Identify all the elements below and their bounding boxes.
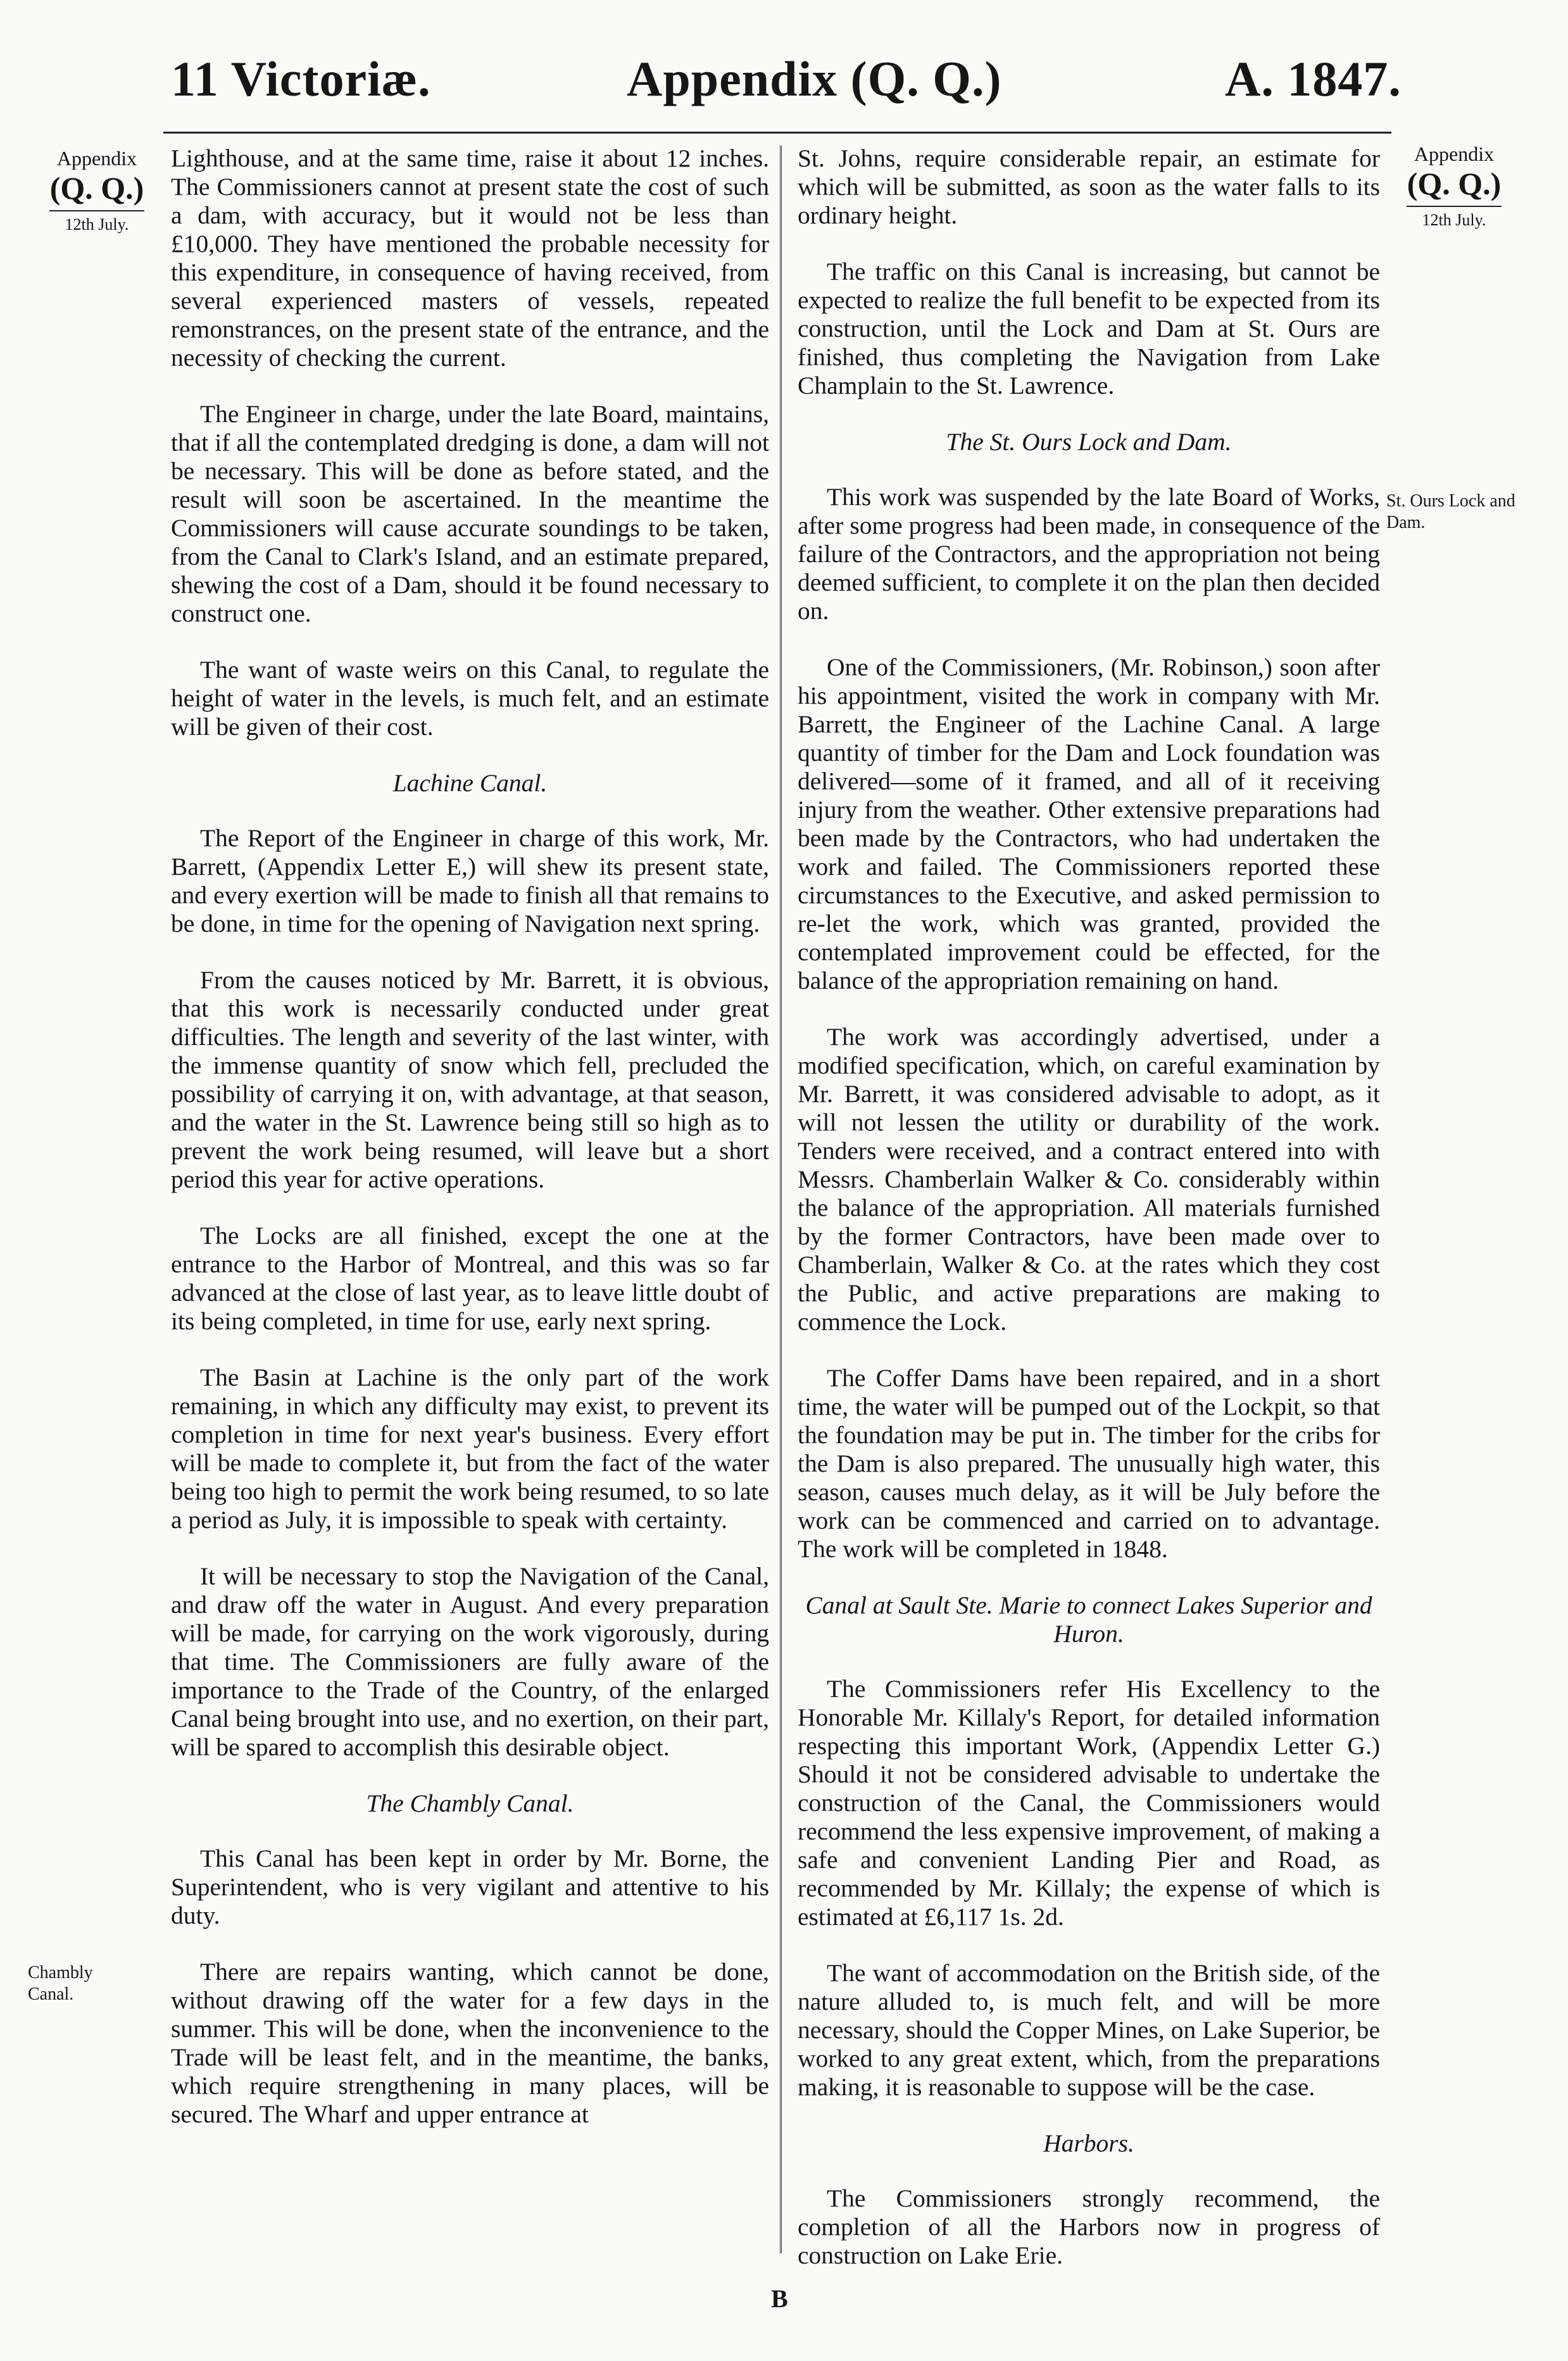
- header-left: 11 Victoriæ.: [171, 51, 431, 106]
- column-divider: [780, 146, 782, 2253]
- page-header: [0, 44, 1568, 120]
- paragraph: The traffic on this Canal is increasing, but cannot be expected to realize the full benefit to be expected from its construction, until the Lock and Dam at St. Ours are finished, thus completing the Navigation from Lake Champlain to the St. Lawrence.: [798, 258, 1380, 399]
- paragraph: The want of waste weirs on this Canal, to regulate the height of water in the levels, is much felt, and an estimate will be given of their cost.: [171, 656, 769, 741]
- section-heading-lachine: Lachine Canal.: [392, 769, 548, 797]
- section-heading-sault: Canal at Sault Ste. Marie to connect Lakes Superior and Huron.: [805, 1591, 1372, 1648]
- paragraph: From the causes noticed by Mr. Barrett, it is obvious, that this work is necessarily conducted under great difficulties. The length and severity of the last winter, with the immense quantity of snow which fell, precluded the possibility of carrying it on, with advantage, at that season, and the water in the St. Lawrence being still so high as to prevent the work being resumed, will leave but a short period this year for active operations.: [171, 966, 769, 1193]
- header-right: A. 1847.: [1225, 51, 1402, 106]
- paragraph: There are repairs wanting, which cannot be done, without drawing off the water for a few days in the summer. This will be done, when the inconvenience to the Trade will be least felt, and in the meantime, the banks, which require strengthening in many places, will be secured. The Wharf and upper entrance at: [171, 1958, 769, 2128]
- signature-mark: B: [771, 2284, 788, 2313]
- paragraph: This work was suspended by the late Board of Works, after some progress had been made, in consequence of the failure of the Contractors, and the appropriation not being deemed sufficient, to complete it on the plan then decided on.: [798, 483, 1380, 625]
- margin-left-appendix: Appendix: [56, 147, 137, 170]
- paragraph: The Basin at Lachine is the only part of the work remaining, in which any difficulty may exist, to prevent its completion in time for next year's business. Every effort will be made to complete it, but from the fact of the water being too high to permit the work being resumed, to so late a period as July, it is impossible to speak with certainty.: [171, 1363, 769, 1534]
- section-heading-chambly: The Chambly Canal.: [366, 1789, 574, 1817]
- paragraph: Lighthouse, and at the same time, raise it about 12 inches. The Commissioners cannot at present state the cost of such a dam, with accuracy, but it would not be less than £10,000. They have mentioned the probable necessity for this expenditure, in consequence of having received, from several experienced masters of vessels, repeated remonstrances, on the present state of the entrance, and the necessity of checking the current.: [171, 144, 769, 372]
- header-title: Appendix (Q. Q.): [627, 51, 1002, 106]
- left-column: [171, 144, 769, 2157]
- header-rule: [163, 132, 1391, 134]
- margin-right-appendix: Appendix: [1414, 142, 1495, 165]
- paragraph: The want of accommodation on the British side, of the nature alluded to, is much felt, and will be more necessary, should the Copper Mines, on Lake Superior, be worked to any great extent, which, from the preparations making, it is reasonable to suppose will be the case.: [798, 1959, 1380, 2101]
- margin-left-qq: (Q. Q.): [49, 170, 144, 206]
- margin-right-qq: (Q. Q.): [1407, 165, 1502, 201]
- right-column: [798, 144, 1380, 2298]
- paragraph: The Commissioners refer His Excellency to the Honorable Mr. Killaly's Report, for detailed information respecting this important Work, (Appendix Letter G.) Should it not be considered advisable to undertake the construction of the Canal, the Commissioners would recommend the less expensive improvement, of making a safe and convenient Landing Pier and Road, as recommended by Mr. Killaly; the expense of which is estimated at £6,117 1s. 2d.: [798, 1675, 1380, 1931]
- paragraph: The Locks are all finished, except the one at the entrance to the Harbor of Montreal, and this was so far advanced at the close of last year, as to leave little doubt of its being completed, in time for use, early next spring.: [171, 1222, 769, 1335]
- paragraph: The Coffer Dams have been repaired, and in a short time, the water will be pumped out of the Lockpit, so that the foundation may be put in. The timber for the cribs for the Dam is also prepared. The unusually high water, this season, causes much delay, as it will be July before the work can be commenced and carried on to advantage. The work will be completed in 1848.: [798, 1364, 1380, 1563]
- paragraph: One of the Commissioners, (Mr. Robinson,) soon after his appointment, visited the work in company with Mr. Barrett, the Engineer of the Lachine Canal. A large quantity of timber for the Dam and Lock foundation was delivered—some of it framed, and all of it receiving injury from the weather. Other extensive preparations had been made by the Contractors, who had undertaken the work and failed. The Commissioners reported these circumstances to the Executive, and asked permission to re-let the work, which was granted, provided the contemplated improvement could be effected, for the balance of the appropriation remaining on hand.: [798, 653, 1380, 994]
- paragraph: The work was accordingly advertised, under a modified specification, which, on careful examination by Mr. Barrett, it was considered advisable to adopt, as it will not lessen the utility or durability of the work. Tenders were received, and a contract entered into with Messrs. Chamberlain Walker & Co. considerably within the balance of the appropriation. All materials furnished by the former Contractors, have been made over to Chamberlain, Walker & Co. at the rates which they cost the Public, and active preparations are making to commence the Lock.: [798, 1023, 1380, 1336]
- margin-right-date: 12th July.: [1407, 206, 1502, 230]
- paragraph: The Report of the Engineer in charge of this work, Mr. Barrett, (Appendix Letter E,) will shew its present state, and every exertion will be made to finish all that remains to be done, in time for the opening of Navigation next spring.: [171, 824, 769, 937]
- paragraph: This Canal has been kept in order by Mr. Borne, the Superintendent, who is very vigilant and attentive to his duty.: [171, 1844, 769, 1929]
- margin-left-date: 12th July.: [49, 210, 144, 234]
- paragraph: The Commissioners strongly recommend, the completion of all the Harbors now in progress of construction on Lake Erie.: [798, 2184, 1380, 2269]
- paragraph: St. Johns, require considerable repair, an estimate for which will be submitted, as soon as the water falls to its ordinary height.: [798, 144, 1380, 229]
- side-note-st-ours: St. Ours Lock and Dam.: [1386, 491, 1515, 532]
- paragraph: The Engineer in charge, under the late Board, maintains, that if all the contemplated dredging is done, a dam will not be necessary. This will be done as before stated, and the result will soon be ascertained. In the meantime the Commissioners will cause accurate soundings to be taken, from the Canal to Clark's Island, and an estimate prepared, shewing the cost of a Dam, should it be found necessary to construct one.: [171, 400, 769, 627]
- paragraph: It will be necessary to stop the Navigation of the Canal, and draw off the water in August. And every preparation will be made, for carrying on the work vigorously, during that time. The Commissioners are fully aware of the importance to the Trade of the Country, of the enlarged Canal being brought into use, and no exertion, on their part, will be spared to accomplish this desirable object.: [171, 1562, 769, 1761]
- margin-left-reference: [49, 147, 144, 234]
- section-heading-st-ours: The St. Ours Lock and Dam.: [946, 428, 1232, 456]
- side-note-chambly: Chambly Canal.: [28, 1963, 93, 2004]
- margin-right-reference: [1407, 142, 1502, 230]
- section-heading-harbors: Harbors.: [1043, 2129, 1134, 2157]
